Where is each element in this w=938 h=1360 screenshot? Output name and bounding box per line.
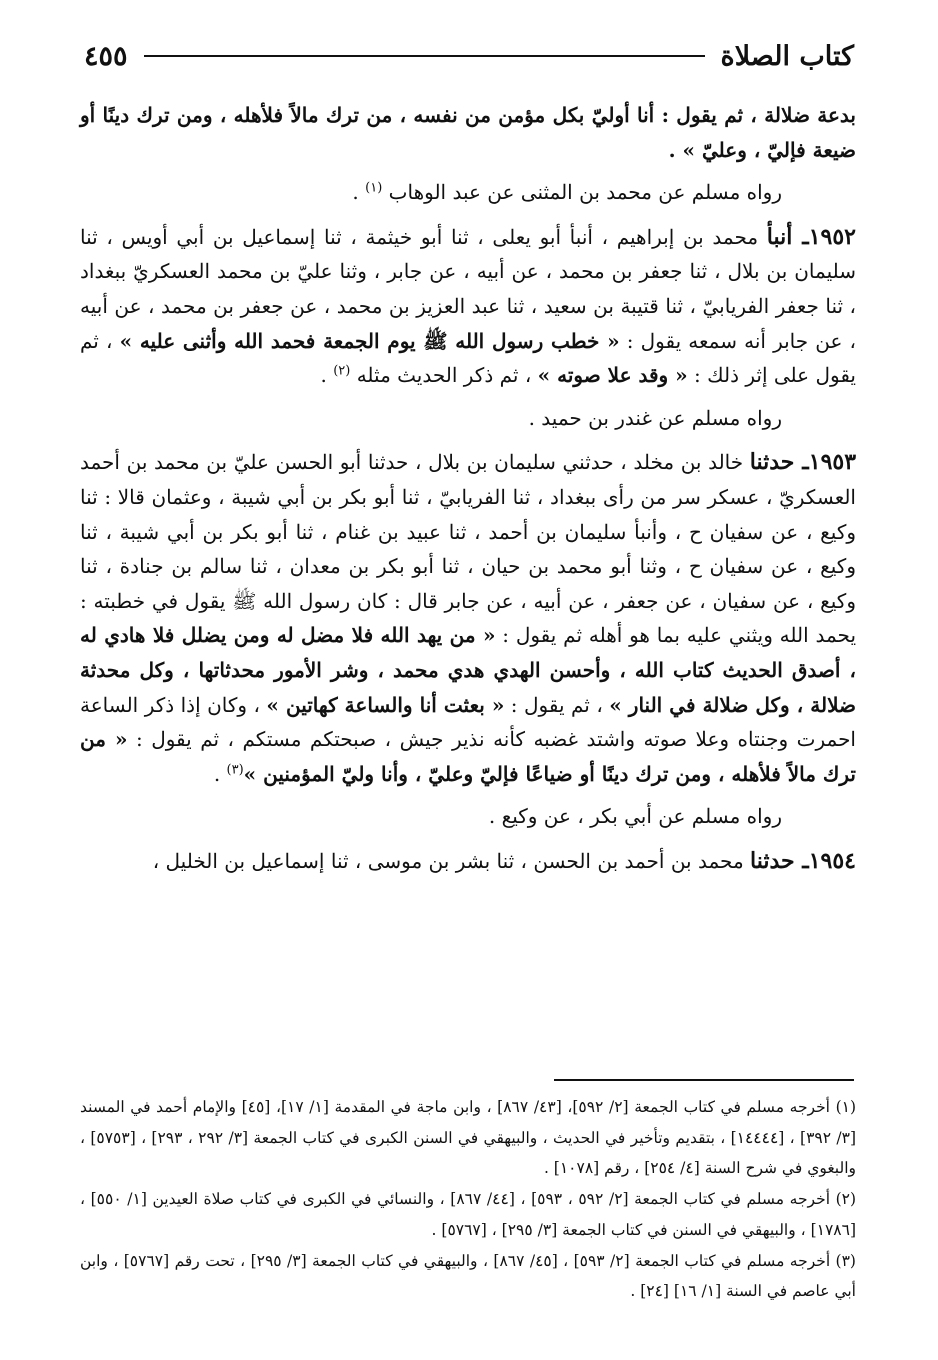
hadith-keyword: ـ حدثنا: [750, 847, 809, 874]
footnotes: [80, 1092, 856, 1307]
hadith-text: ، ثم ذكر الحديث مثله: [356, 363, 538, 388]
narration-note-3: رواه مسلم عن أبي بكر ، عن وكيع .: [488, 804, 782, 829]
page-header: [84, 30, 854, 82]
hadith-quote: « بعثت أنا والساعة كهاتين »: [266, 692, 505, 717]
footnote-2: (٢) أخرجه مسلم في كتاب الجمعة [٢/ ٥٩٢ ، ٥٩٣] ، [٤٤/ ٨٦٧] ، والنسائي في الكبرى في كتاب صلاة العيدين [١/ ٥٥٠] ، [١٧٨٦] ، والبيهقي في السنن في كتاب الجمعة [٣/ ٢٩٥] ، [٥٧٦٧] .: [80, 1190, 857, 1239]
page-number: ٤٥٥: [84, 40, 128, 72]
footnote-separator: [554, 1079, 854, 1081]
footnote-3: (٣) أخرجه مسلم في كتاب الجمعة [٢/ ٥٩٣] ، [٤٥/ ٨٦٧] ، والبيهقي في كتاب الجمعة [٣/ ٢٩٥] ، تحت رقم [٥٧٦٧] ، وابن أبي عاصم في السنة [١/ ١٦] [٢٤] .: [80, 1251, 856, 1301]
hadith-quote: « من يهد الله فلا مضل له ومن يضلل فلا هادي له ، أصدق الحديث كتاب الله ، وأحسن الهدي هدي محمد ، وشر الأمور محدثاتها ، وكل محدثة ضلالة ، وكل ضلالة في النار »: [80, 623, 856, 717]
footnote-ref-2: (٢): [333, 363, 351, 379]
footnote-1: (١) أخرجه مسلم في كتاب الجمعة [٢/ ٥٩٢]، [٤٣/ ٨٦٧] ، وابن ماجة في المقدمة [١/ ١٧]، [٤٥] والإمام أحمد في المسند [٣/ ٣٩٢] ، [١٤٤٤٤] ، بتقديم وتأخير في الحديث ، والبيهقي في السنن الكبرى في كتاب الجمعة [٣/ ٢٩٢ ، ٢٩٣] ، [٥٧٥٣] ، والبغوي في شرح السنة [٤/ ٢٥٤] ، رقم [١٠٧٨] .: [80, 1098, 857, 1178]
narration-end: .: [352, 180, 366, 205]
hadith-end: .: [213, 761, 227, 786]
hadith-text: محمد بن إبراهيم ، أنبأ أبو يعلى ، ثنا أبو خيثمة ، ثنا إسماعيل بن أبي أويس ، ثنا سليمان بن بلال ، ثنا جعفر بن محمد ، عن أبيه ، عن جابر ، وثنا عليّ بن محمد العسكريّ ببغداد ، ثنا جعفر الفريابيّ ، ثنا قتيبة بن سعيد ، ثنا عبد العزيز بن محمد ، عن جعفر بن محمد ، عن أبيه ، عن جابر أنه سمعه يقول :: [80, 224, 856, 353]
hadith-quote: « وقد علا صوته »: [537, 363, 688, 388]
paragraph-continuation: بدعة ضلالة ، ثم يقول : أنا أوليّ بكل مؤمن من نفسه ، من ترك مالاً فلأهله ، ومن ترك دينًا أو ضيعة فإليّ ، وعليّ » .: [80, 103, 856, 162]
hadith-keyword: ـ أنبأ: [766, 223, 809, 250]
hadith-1953: [80, 445, 856, 791]
page-body: [80, 98, 856, 886]
hadith-quote: « خطب رسول الله ﷺ يوم الجمعة فحمد الله وأثنى عليه »: [119, 328, 620, 353]
hadith-keyword: ـ حدثنا: [749, 449, 809, 476]
hadith-text: خالد بن مخلد ، حدثني سليمان بن بلال ، حدثنا أبو الحسن عليّ بن محمد بن أحمد العسكريّ ، عسكر سر من رأى ببغداد ، ثنا الفريابيّ ، ثنا أبو بكر بن أبي شيبة ، وعثمان قالا : ثنا وكيع ، عن سفيان ح ، وأنبأ سليمان بن أحمد ، ثنا عبيد بن غنام ، ثنا أبو بكر بن أبي شيبة ، ثنا وكيع ، عن سفيان ح ، وثنا أبو محمد بن حيان ، ثنا أبو بكر بن معدان ، ثنا سالم بن جنادة ، ثنا وكيع ، عن سفيان ، عن جعفر ، عن أبيه ، عن جابر قال : كان رسول الله ﷺ يقول في خطبته : يحمد الله ويثني عليه بما هو أهله ثم يقول :: [80, 450, 857, 648]
narration-note-2: رواه مسلم عن غندر بن حميد .: [528, 405, 782, 430]
hadith-1952: [80, 220, 856, 393]
hadith-text: ، ثم يقول :: [504, 692, 610, 717]
narration-note-1: [80, 175, 856, 210]
hadith-number: ١٩٥٢: [808, 223, 856, 250]
hadith-text: ، ثم يقول على إثر ذلك :: [80, 328, 856, 388]
narration-text: رواه مسلم عن محمد بن المثنى عن عبد الوهاب: [388, 180, 782, 205]
hadith-text: ، وكان إذا ذكر الساعة احمرت وجنتاه وعلا صوته واشتد غضبه كأنه نذير جيش ، صبحتكم مستكم ، ثم يقول :: [80, 692, 856, 752]
hadith-quote: « من ترك مالاً فلأهله ، ومن ترك دينًا أو ضياعًا فإليّ وعليّ ، وأنا وليّ المؤمنين »: [80, 727, 856, 786]
hadith-number: ١٩٥٣: [808, 449, 857, 476]
footnote-ref-3: (٣): [226, 762, 244, 778]
hadith-text: محمد بن أحمد بن الحسن ، ثنا بشر بن موسى ، ثنا إسماعيل بن الخليل ،: [152, 848, 751, 873]
footnote-ref-1: (١): [365, 180, 383, 196]
hadith-number: ١٩٥٤: [808, 847, 856, 874]
hadith-end: .: [320, 363, 334, 388]
book-title: كتاب الصلاة: [720, 40, 854, 72]
hadith-1954: [80, 844, 856, 879]
header-rule: [144, 55, 705, 57]
